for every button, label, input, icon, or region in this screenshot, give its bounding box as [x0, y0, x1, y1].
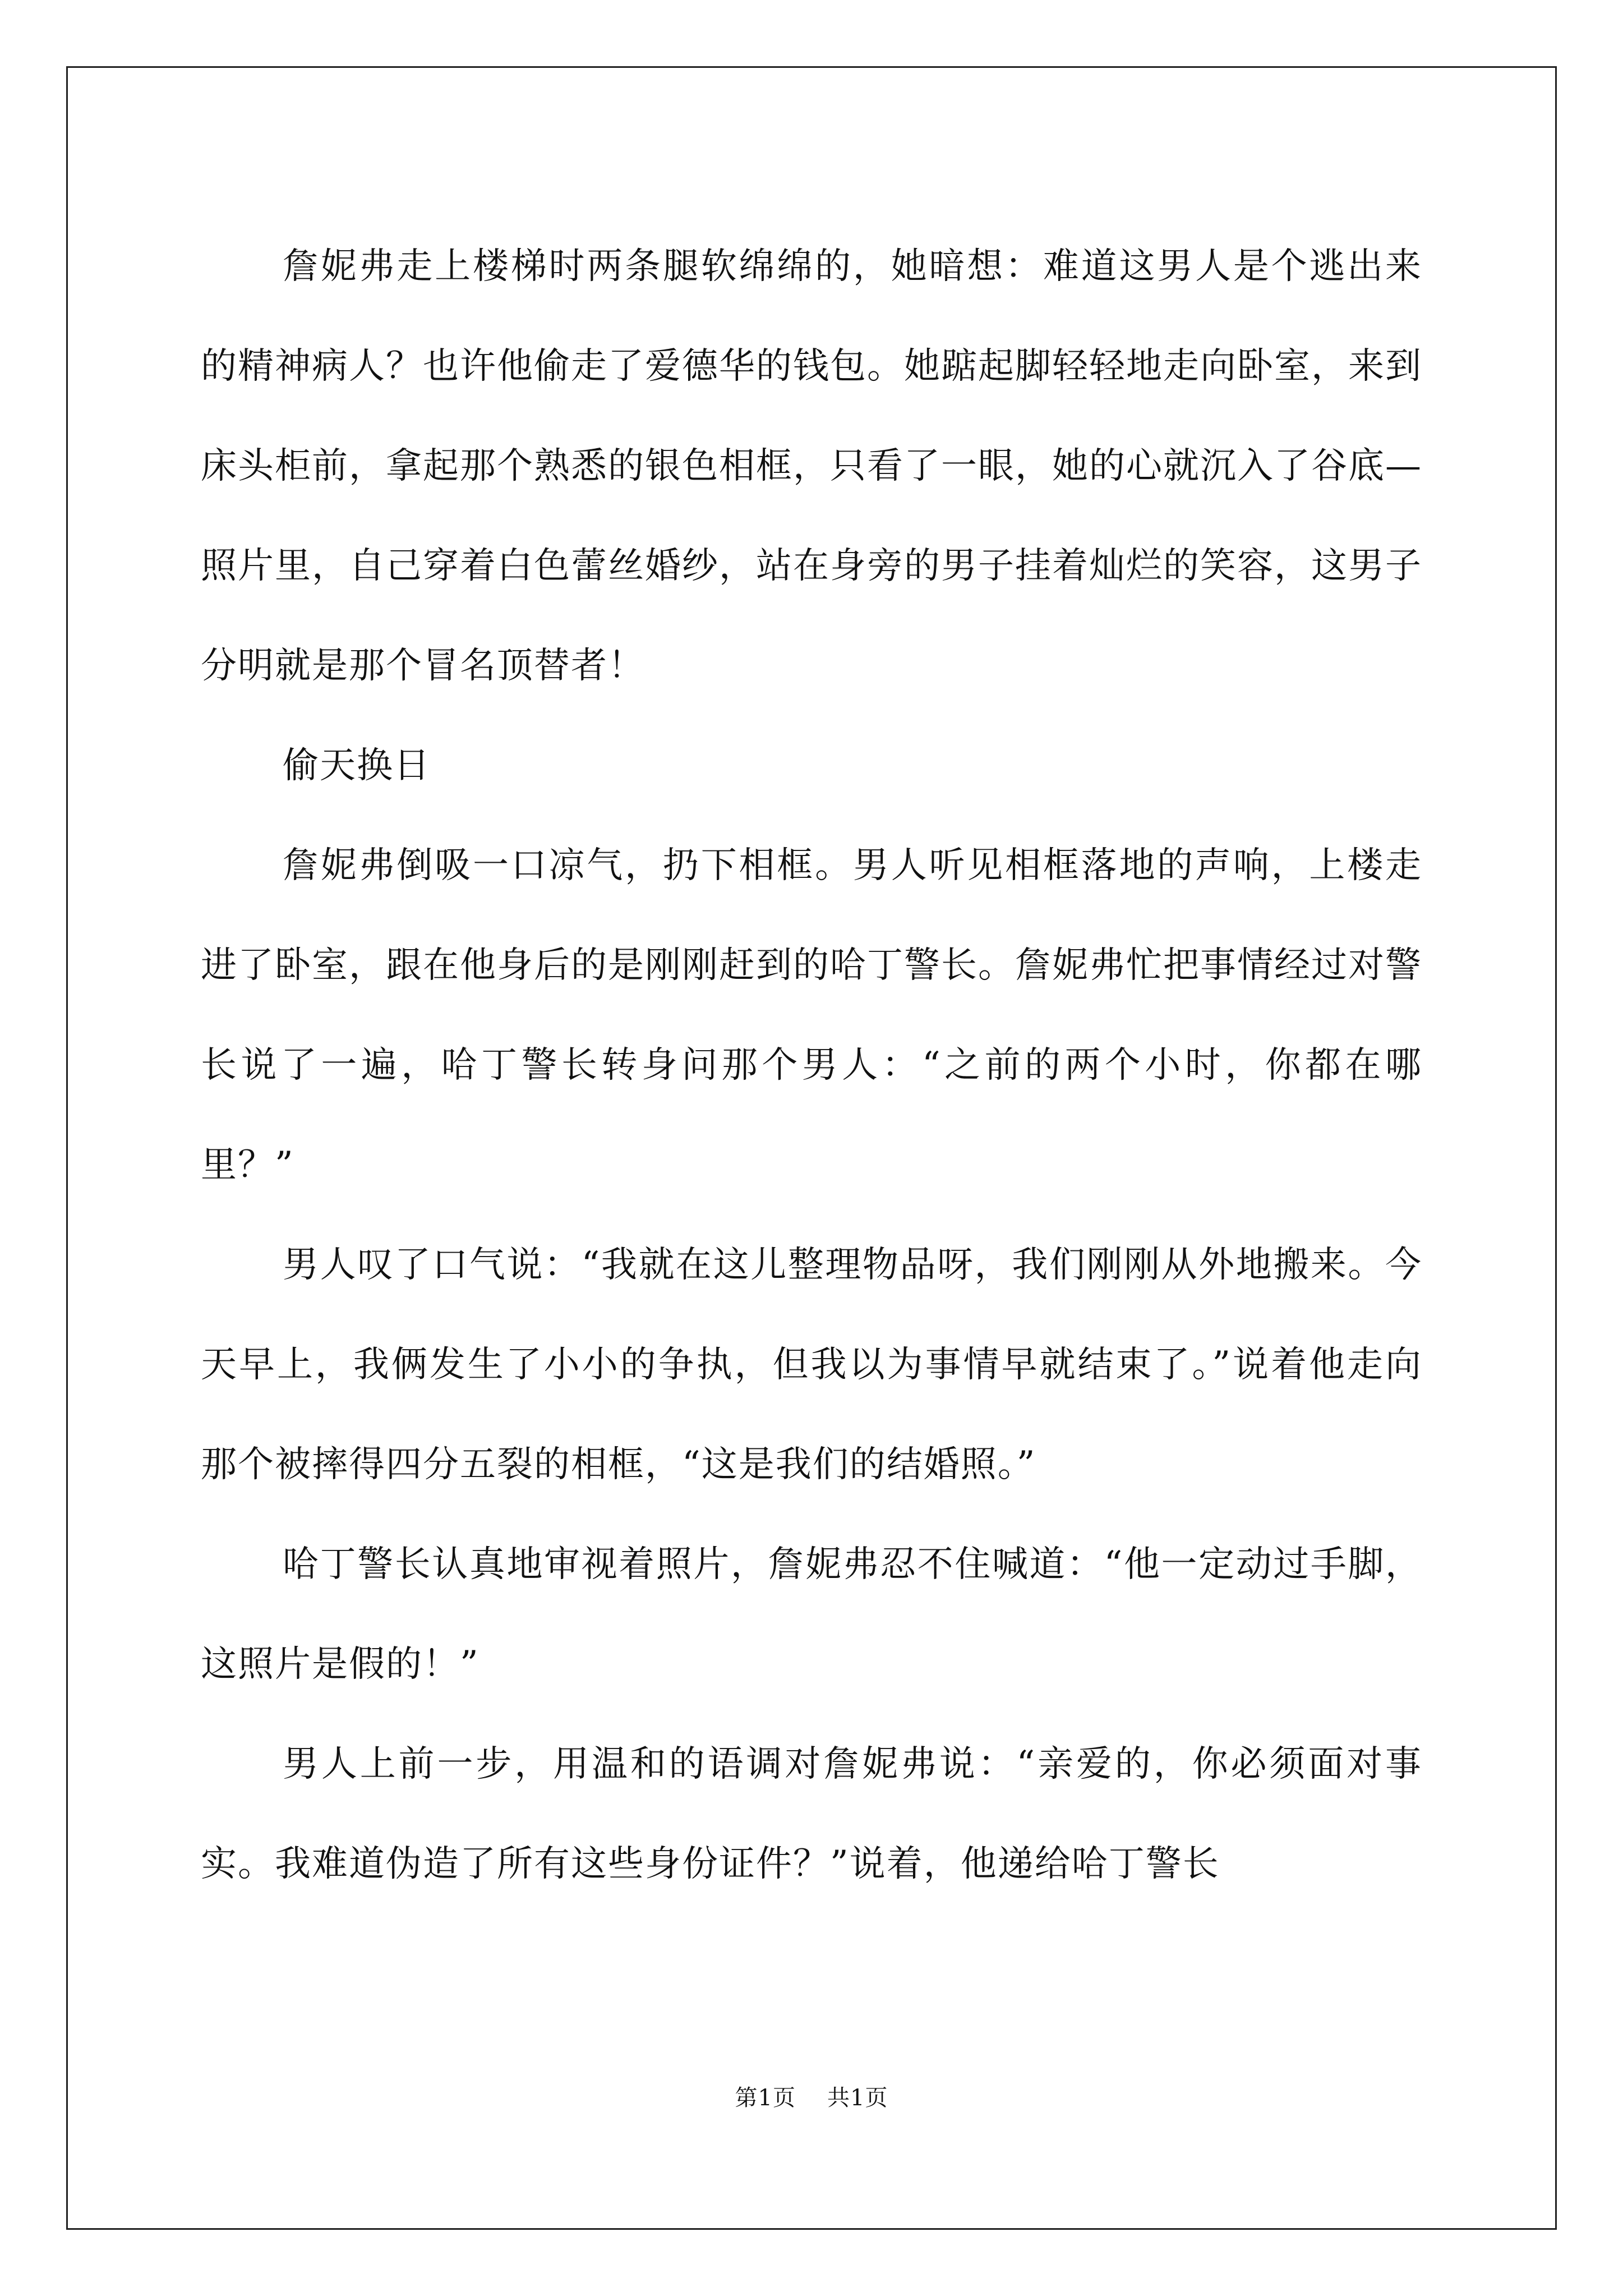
paragraph: 男人上前一步，用温和的语调对詹妮弗说：“亲爱的，你必须面对事实。我难道伪造了所有这些身份证件？”说着，他递给哈丁警长 — [201, 1743, 1422, 1885]
paragraph: 詹妮弗倒吸一口凉气，扔下相框。男人听见相框落地的声响，上楼走进了卧室，跟在他身后的是刚刚赶到的哈丁警长。詹妮弗忙把事情经过对警长说了一遍，哈丁警长转身问那个男人：“之前的两个小时，你都在哪里？” — [201, 845, 1422, 1186]
page-number-total: 共1页 — [827, 2085, 888, 2111]
paragraph: 詹妮弗走上楼梯时两条腿软绵绵的，她暗想：难道这男人是个逃出来的精神病人？也许他偷走了爱德华的钱包。她踮起脚轻轻地走向卧室，来到床头柜前，拿起那个熟悉的银色相框，只看了一眼，她的心就沉入了谷底—照片里，自己穿着白色蕾丝婚纱，站在身旁的男子挂着灿烂的笑容，这男子分明就是那个冒名顶替者！ — [201, 246, 1422, 687]
page-footer — [0, 2081, 1623, 2115]
document-body — [201, 217, 1422, 1914]
section-heading: 偷天换日 — [283, 745, 431, 786]
paragraph: 哈丁警长认真地审视着照片，詹妮弗忍不住喊道：“他一定动过手脚，这照片是假的！” — [201, 1544, 1422, 1685]
page-number-current: 第1页 — [735, 2085, 796, 2111]
paragraph: 男人叹了口气说：“我就在这儿整理物品呀，我们刚刚从外地搬来。今天早上，我俩发生了小小的争执，但我以为事情早就结束了。”说着他走向那个被摔得四分五裂的相框，“这是我们的结婚照。” — [201, 1244, 1422, 1485]
